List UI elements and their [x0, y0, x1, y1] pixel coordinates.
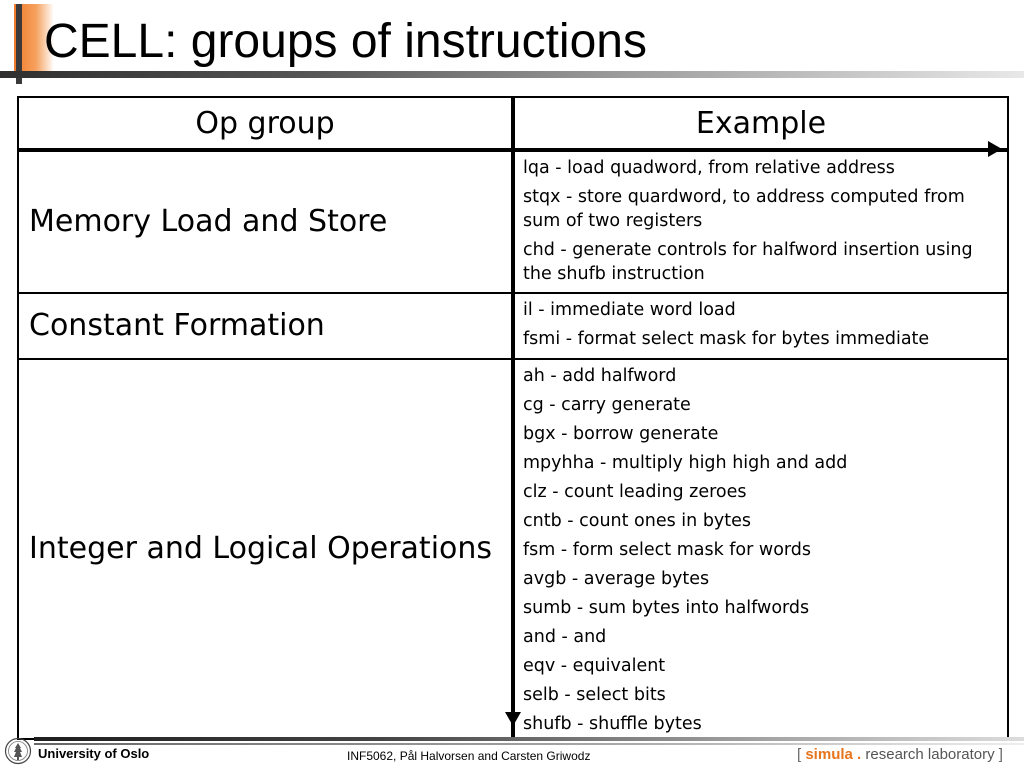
- footer-university: University of Oslo: [38, 746, 150, 761]
- slide-title: CELL: groups of instructions: [44, 15, 647, 68]
- examples-cell: [513, 150, 1008, 293]
- examples-cell: [513, 293, 1008, 359]
- op-group-cell: Constant Formation: [18, 293, 513, 359]
- examples-cell: [513, 359, 1008, 739]
- table-header-row: [18, 97, 1008, 150]
- example-item: ah - add halfword: [523, 366, 677, 386]
- op-group-cell: Integer and Logical Operations: [18, 359, 513, 739]
- example-item: shufb - shuffle bytes: [523, 714, 702, 734]
- arrow-right-icon: [988, 141, 1002, 157]
- example-item: sumb - sum bytes into halfwords: [523, 598, 810, 618]
- example-item: cntb - count ones in bytes: [523, 511, 752, 531]
- simula-bracket-open: [: [797, 746, 802, 763]
- university-seal-icon: [4, 736, 32, 766]
- simula-dot: .: [857, 746, 862, 763]
- simula-name: simula: [805, 746, 853, 763]
- table-row: [18, 359, 1008, 739]
- example-item: selb - select bits: [523, 685, 666, 705]
- example-item: and - and: [523, 627, 607, 647]
- example-item: bgx - borrow generate: [523, 424, 719, 444]
- example-item: fsmi - format select mask for bytes immediate: [523, 329, 930, 349]
- footer-rule-thin: [34, 743, 1024, 745]
- footer-rule: [34, 737, 1024, 741]
- table-row: [18, 293, 1008, 359]
- title-underline: [0, 71, 1024, 78]
- instruction-groups-table: [17, 96, 1009, 740]
- example-item: cg - carry generate: [523, 395, 691, 415]
- example-item: clz - count leading zeroes: [523, 482, 747, 502]
- horizontal-arrow-line: [515, 148, 999, 150]
- example-item: stqx - store quardword, to address computed from sum of two registers: [523, 187, 965, 231]
- arrow-down-icon: [505, 712, 521, 726]
- simula-lab: research laboratory: [865, 746, 995, 763]
- example-item: lqa - load quadword, from relative address: [523, 158, 895, 178]
- header-op-group: Op group: [18, 97, 513, 150]
- simula-bracket-close: ]: [998, 746, 1003, 763]
- example-item: eqv - equivalent: [523, 656, 666, 676]
- example-item: avgb - average bytes: [523, 569, 710, 589]
- header-example: Example: [513, 97, 1008, 150]
- example-item: chd - generate controls for halfword insertion using the shufb instruction: [523, 240, 973, 284]
- simula-logo: [797, 746, 1003, 763]
- example-item: il - immediate word load: [523, 300, 736, 320]
- op-group-cell: Memory Load and Store: [18, 150, 513, 293]
- example-item: fsm - form select mask for words: [523, 540, 812, 560]
- footer-course: INF5062, Pål Halvorsen and Carsten Griwodz: [347, 749, 591, 763]
- example-item: mpyhha - multiply high high and add: [523, 453, 848, 473]
- table-row: [18, 150, 1008, 293]
